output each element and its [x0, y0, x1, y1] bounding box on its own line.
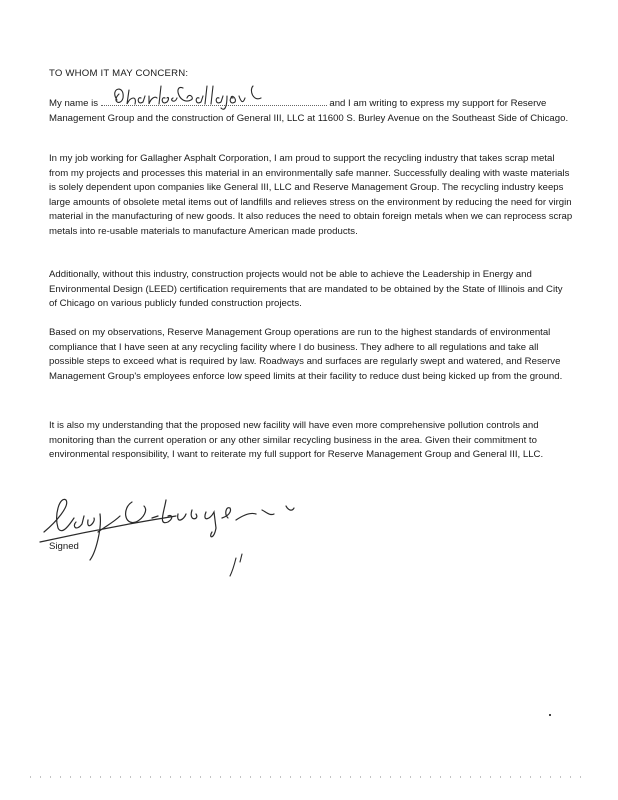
intro-text-before-name: My name is: [49, 98, 101, 109]
scan-artifact-dot: [549, 714, 551, 716]
signature-block: [36, 492, 306, 582]
handwritten-signature: [36, 492, 306, 582]
paragraph-conclusion: It is also my understanding that the proposed new facility will have even more comprehensive pollution controls and monitoring than the current operation or any other similar recycling business in the area. Given their commitment to environmental responsibility, I want to reiterate my full support for Reserve Management Group and General III, LLC.: [49, 420, 544, 461]
signed-label: Signed: [49, 541, 79, 552]
paragraph-leed-certification: Additionally, without this industry, construction projects would not be able to achieve the Leadership in Energy and Environmental Design (LEED) certification requirements that are mandated to be obtained by the State of Illinois and City of Chicago on various publicly funded construction projects.: [49, 269, 563, 310]
scan-artifact-dotted-line: [30, 774, 590, 780]
salutation: TO WHOM IT MAY CONCERN:: [49, 68, 189, 79]
name-handwritten-signature: [103, 80, 327, 110]
paragraph-introduction: [49, 94, 573, 126]
paragraph-observations: Based on my observations, Reserve Management Group operations are run to the highest standards of environmental compliance that I have seen at any recycling facility where I do business. They adhere to all regulations and take all possible steps to exceed what is required by law. Roadways and surfaces are regularly swept and watered, and Reserve Management Group's employees enforce low speed limits at their facility to reduce dust being kicked up from the ground.: [49, 327, 563, 382]
name-blank-line: [101, 94, 327, 106]
intro-text-after-name: and I am writing to express my support for Reserve Management Group and the construction of General III, LLC at 11600 S. Burley Avenue on the Southeast Side of Chicago.: [49, 98, 569, 124]
paragraph-recycling-support: In my job working for Gallagher Asphalt Corporation, I am proud to support the recycling industry that takes scrap metal from my projects and processes this material in an environmentally safe manner. Successfully dealing with waste materials is solely dependent upon companies like General III, LLC and Reserve Management Group. The recycling industry keeps large amounts of obsolete metal items out of landfills and relieves stress on the environment by reducing the need for virgin material in the manufacturing of new goods. It also reduces the need to obtain foreign metals when we can reprocess scrap metals into re-usable materials to manufacture American made products.: [49, 153, 573, 237]
